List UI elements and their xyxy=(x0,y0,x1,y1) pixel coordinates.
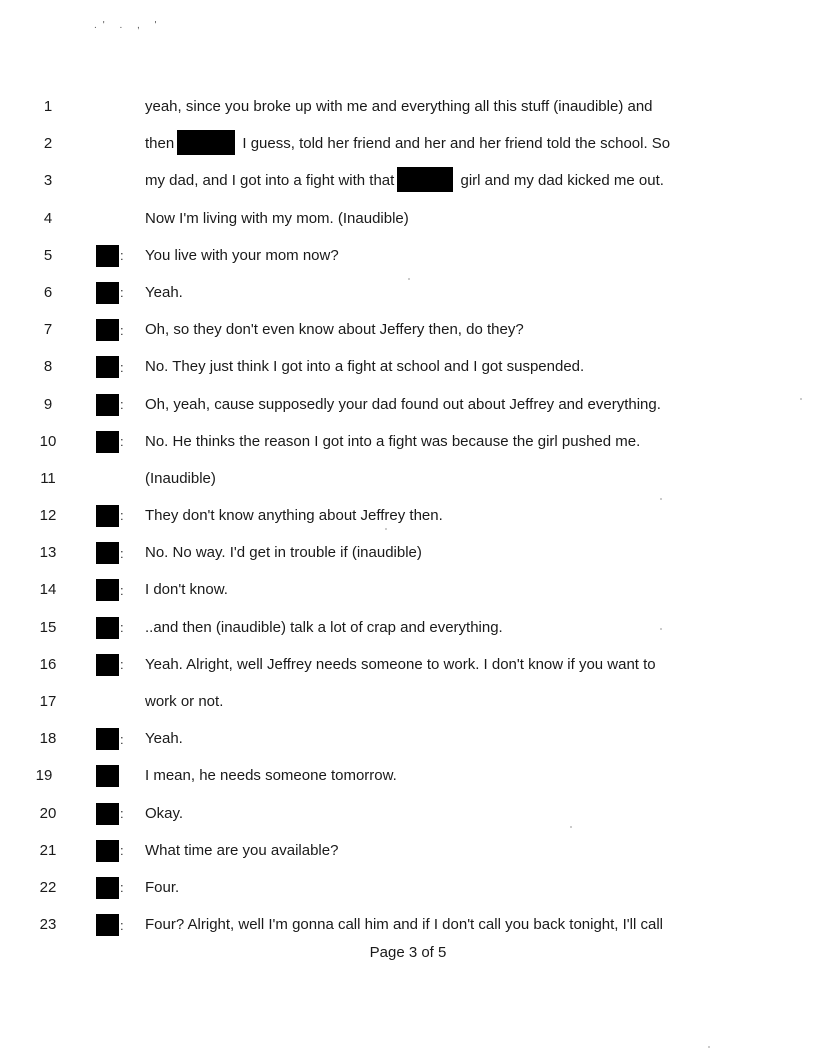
line-text xyxy=(145,386,736,423)
line-text xyxy=(145,795,736,832)
speaker-colon: : xyxy=(120,285,124,301)
redaction-box xyxy=(177,130,235,155)
line-number: 14 xyxy=(39,581,57,599)
redacted-speaker-name xyxy=(96,654,119,676)
line-number: 23 xyxy=(39,916,57,934)
transcript-line xyxy=(0,162,816,199)
speaker-label xyxy=(96,394,124,416)
transcript-line xyxy=(0,795,816,832)
line-text xyxy=(145,237,736,274)
scan-speck xyxy=(570,826,572,828)
line-number: 6 xyxy=(43,283,53,301)
transcript-line xyxy=(0,497,816,534)
transcript-line xyxy=(0,720,816,757)
line-text xyxy=(145,460,736,497)
redacted-speaker-name xyxy=(96,319,119,341)
line-text xyxy=(145,125,736,162)
line-number: 17 xyxy=(39,693,57,710)
transcript-line xyxy=(0,906,816,943)
line-number: 19 xyxy=(35,767,53,785)
redacted-speaker-name xyxy=(96,728,119,750)
line-text xyxy=(145,423,736,460)
line-number: 5 xyxy=(43,246,53,264)
transcript-line xyxy=(0,534,816,571)
line-number: 11 xyxy=(40,469,56,487)
line-text xyxy=(145,348,736,385)
redacted-speaker-name xyxy=(96,245,119,267)
page-number: Page 3 of 5 xyxy=(369,944,447,961)
transcript-line xyxy=(0,200,816,237)
line-text xyxy=(145,757,736,794)
line-number: 21 xyxy=(39,841,57,859)
transcript-line xyxy=(0,386,816,423)
speaker-label xyxy=(96,431,124,453)
speaker-colon: : xyxy=(120,843,124,859)
line-number: 7 xyxy=(43,321,53,339)
line-text xyxy=(145,869,736,906)
speaker-colon: : xyxy=(120,248,124,264)
line-text xyxy=(145,497,736,534)
transcript-line xyxy=(0,609,816,646)
line-text xyxy=(145,200,736,237)
text-segment: work or not. xyxy=(145,693,224,710)
line-number: 3 xyxy=(43,172,53,190)
line-text xyxy=(145,88,736,125)
line-text xyxy=(145,832,736,869)
redaction-box xyxy=(397,167,453,192)
redacted-speaker-name xyxy=(96,803,119,825)
transcript-line xyxy=(0,571,816,608)
text-segment: I don't know. xyxy=(145,581,228,599)
text-segment: They don't know anything about Jeffrey then. xyxy=(145,507,443,525)
speaker-colon: : xyxy=(120,731,124,747)
line-text xyxy=(145,311,736,348)
transcript-line xyxy=(0,311,816,348)
speaker-colon: : xyxy=(120,582,124,598)
redacted-speaker-name xyxy=(96,282,119,304)
redacted-speaker-name xyxy=(96,356,119,378)
transcript-line xyxy=(0,646,816,683)
speaker-colon: : xyxy=(120,359,124,375)
transcript-line xyxy=(0,125,816,162)
transcript-line xyxy=(0,88,816,125)
redacted-speaker-name xyxy=(96,617,119,639)
line-number: 1 xyxy=(43,98,53,115)
text-segment: No. No way. I'd get in trouble if (inaudible) xyxy=(145,544,422,562)
text-segment: girl and my dad kicked me out. xyxy=(456,172,664,190)
text-segment: Yeah. xyxy=(145,283,183,301)
redacted-speaker-name xyxy=(96,579,119,601)
speaker-label xyxy=(96,356,124,378)
scan-speck xyxy=(708,1046,710,1048)
text-segment: Now I'm living with my mom. (Inaudible) xyxy=(145,209,409,227)
line-text xyxy=(145,646,736,683)
line-number: 2 xyxy=(43,135,53,153)
speaker-label xyxy=(96,765,119,787)
line-number: 22 xyxy=(39,878,57,896)
speaker-label xyxy=(96,617,124,639)
text-segment: (Inaudible) xyxy=(145,469,216,487)
text-segment: No. He thinks the reason I got into a fight was because the girl pushed me. xyxy=(145,432,641,450)
redacted-speaker-name xyxy=(96,914,119,936)
line-number: 9 xyxy=(43,395,53,413)
text-segment: Yeah. Alright, well Jeffrey needs someone to work. I don't know if you want to xyxy=(145,655,656,673)
transcript-line xyxy=(0,423,816,460)
redacted-speaker-name xyxy=(96,765,119,787)
transcript-line xyxy=(0,683,816,720)
speaker-colon: : xyxy=(120,434,124,450)
line-number: 15 xyxy=(39,618,57,636)
redacted-speaker-name xyxy=(96,542,119,564)
text-segment: I guess, told her friend and her and her friend told the school. So xyxy=(238,135,671,153)
speaker-label xyxy=(96,319,124,341)
line-number: 4 xyxy=(43,209,53,227)
scan-marks: .' . , ' xyxy=(94,20,163,31)
transcript-line xyxy=(0,832,816,869)
line-text xyxy=(145,683,736,720)
speaker-colon: : xyxy=(120,322,124,338)
text-segment: Oh, yeah, cause supposedly your dad found out about Jeffrey and everything. xyxy=(145,395,661,413)
scan-speck xyxy=(660,628,662,630)
redacted-speaker-name xyxy=(96,431,119,453)
redacted-speaker-name xyxy=(96,394,119,416)
line-number: 20 xyxy=(39,804,57,822)
speaker-colon: : xyxy=(120,508,124,524)
line-number: 18 xyxy=(39,730,57,748)
line-number: 10 xyxy=(39,432,57,450)
text-segment: Four? Alright, well I'm gonna call him and if I don't call you back tonight, I'll call xyxy=(145,916,664,934)
speaker-label xyxy=(96,803,124,825)
line-text xyxy=(145,609,736,646)
scan-speck xyxy=(408,278,410,280)
speaker-label xyxy=(96,245,124,267)
text-segment: ..and then (inaudible) talk a lot of crap and everything. xyxy=(145,618,503,636)
speaker-colon: : xyxy=(120,545,124,561)
text-segment: Oh, so they don't even know about Jeffery then, do they? xyxy=(145,321,524,339)
line-text xyxy=(145,274,736,311)
redacted-speaker-name xyxy=(96,505,119,527)
line-text xyxy=(145,720,736,757)
text-segment: yeah, since you broke up with me and everything all this stuff (inaudible) and xyxy=(145,98,653,115)
text-segment: I mean, he needs someone tomorrow. xyxy=(145,767,397,785)
text-segment: then xyxy=(145,135,175,153)
speaker-colon: : xyxy=(120,396,124,412)
line-number: 8 xyxy=(43,358,53,376)
speaker-label xyxy=(96,840,124,862)
speaker-colon: : xyxy=(120,917,124,933)
speaker-label xyxy=(96,654,124,676)
text-segment: What time are you available? xyxy=(145,841,339,859)
transcript-line xyxy=(0,237,816,274)
speaker-colon: : xyxy=(120,805,124,821)
transcript-line xyxy=(0,757,816,794)
line-text xyxy=(145,162,736,199)
text-segment: No. They just think I got into a fight at school and I got suspended. xyxy=(145,358,585,376)
text-segment: Four. xyxy=(145,878,180,896)
text-segment: You live with your mom now? xyxy=(145,246,339,264)
speaker-colon: : xyxy=(120,880,124,896)
speaker-colon: : xyxy=(120,620,124,636)
transcript-line xyxy=(0,869,816,906)
line-text xyxy=(145,906,736,943)
redacted-speaker-name xyxy=(96,840,119,862)
transcript-body xyxy=(0,88,816,943)
transcript-line xyxy=(0,348,816,385)
redacted-speaker-name xyxy=(96,877,119,899)
speaker-label xyxy=(96,579,124,601)
line-text xyxy=(145,571,736,608)
transcript-line xyxy=(0,460,816,497)
text-segment: my dad, and I got into a fight with that xyxy=(145,172,395,190)
scan-speck xyxy=(660,498,662,500)
speaker-colon: : xyxy=(120,657,124,673)
speaker-label xyxy=(96,542,124,564)
speaker-label xyxy=(96,505,124,527)
speaker-label xyxy=(96,914,124,936)
text-segment: Okay. xyxy=(145,804,184,822)
speaker-label xyxy=(96,728,124,750)
line-number: 16 xyxy=(39,655,57,673)
speaker-label xyxy=(96,282,124,304)
line-text xyxy=(145,534,736,571)
line-number: 12 xyxy=(39,507,57,525)
speaker-label xyxy=(96,877,124,899)
line-number: 13 xyxy=(39,544,57,562)
scan-speck xyxy=(800,398,802,400)
scan-speck xyxy=(385,528,387,530)
text-segment: Yeah. xyxy=(145,730,183,748)
